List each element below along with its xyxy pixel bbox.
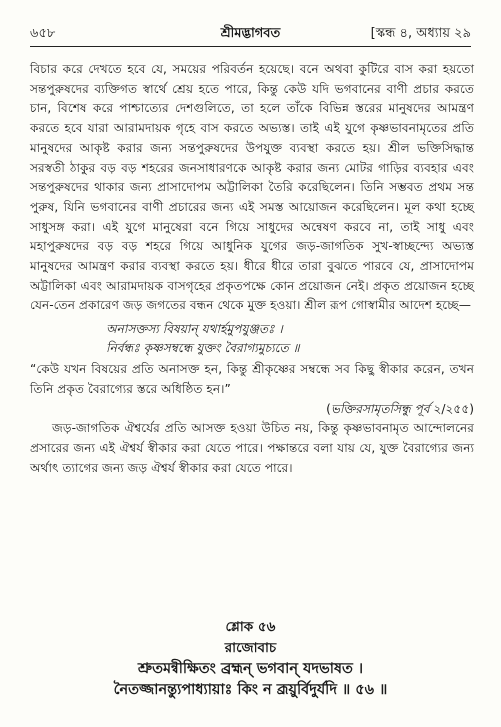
shloka-line: শ্রুতমন্বীক্ষিতং ব্রহ্মন্ ভগবান্ যদভাষত । — [137, 661, 364, 677]
verse-line: অনাসক্তস্য বিষয়ান্ যথার্হমুপযুঞ্জতঃ । — [106, 322, 283, 337]
citation-ref: ২/২৫৫) — [429, 401, 474, 416]
page-number: ৬৫৮ — [30, 26, 56, 41]
verse-line: নির্বন্ধঃ কৃষ্ণসম্বন্ধে যুক্তং বৈরাগ্যমুচ্যতে ॥ — [106, 341, 300, 356]
verse-translation: “কেউ যখন বিষয়ের প্রতি অনাসক্ত হন, কিন্তু শ্রীকৃষ্ণের সম্বন্ধে সব কিছু স্বীকার করেন, তখন তিনি প্রকৃত বৈরাগ্যের স্তরে অধিষ্ঠিত হন।” — [30, 362, 474, 396]
shloka-line: নৈতজ্জানন্ত্যুপাধ্যায়াঃ কিং ন ব্রূয়ুর্বিদুর্যদি ॥ ৫৬ ॥ — [113, 682, 388, 698]
chapter-reference: [স্কন্ধ ৪, অধ্যায় ২৯ — [370, 26, 471, 41]
page-header — [30, 24, 471, 44]
purport-paragraph: বিচার করে দেখতে হবে যে, সময়ের পরিবর্তন হয়েছে। বনে অথবা কুটিরে বাস করা হয়তো সন্তপুরুষদের ব্যক্তিগত স্বার্থে শ্রেয় হতে পারে, কিন্তু কেউ যদি ভগবানের বাণী প্রচার করতে চান, বিশেষ করে পাশ্চাত্যের দেশগুলিতে, তা হলে তাঁকে বিভিন্ন স্তরের মানুষদের আমন্ত্রণ করতে হবে যারা আরামদায়ক গৃহে বাস করতে অভ্যস্ত। তাই এই যুগে কৃষ্ণভাবনামৃতের প্রতি মানুষদের আকৃষ্ট করার জন্য সন্তপুরুষদের উপযুক্ত ব্যবস্থা করতে হয়। শ্রীল ভক্তিসিদ্ধান্ত সরস্বতী ঠাকুর বড় বড় শহরের জনসাধারণকে আকৃষ্ট করার জন্য মোটর গাড়ির ব্যবহার এবং সন্তপুরুষদের থাকার জন্য প্রাসাদোপম অট্টালিকা তৈরি করেছিলেন। তিনি সম্ভবত প্রথম সন্ত পুরুষ, যিনি ভগবানের বাণী প্রচারের জন্য এই সমস্ত আয়োজন করেছিলেন। মূল কথা হচ্ছে সাধুসঙ্গ করা। এই যুগে মানুষেরা বনে গিয়ে সাধুদের অন্বেষণ করবে না, তাই সাধু এবং মহাপুরুষদের বড় বড় শহরে গিয়ে আধুনিক যুগের জড়-জাগতিক সুখ-স্বাচ্ছন্দ্যে অভ্যস্ত মানুষদের আমন্ত্রণ করার ব্যবস্থা করতে হয়। ধীরে ধীরে তারা বুঝতে পারবে যে, প্রাসাদোপম অট্টালিকা এবং আরামদায়ক বাসগৃহের প্রকৃতপক্ষে কোন প্রয়োজন নেই। প্রকৃত প্রয়োজন হচ্ছে যেন-তেন প্রকারেণ জড় জগতের বন্ধন থেকে মুক্ত হওয়া। শ্রীল রূপ গোস্বামীর আদেশ হচ্ছে— — [30, 62, 474, 313]
verse-citation — [30, 400, 474, 420]
shloka-block — [0, 617, 501, 701]
header-divider — [30, 46, 471, 47]
shloka-speaker: রাজোবাচ — [224, 640, 277, 656]
purport-paragraph: জড়-জাগতিক ঐশ্বর্যের প্রতি আসক্ত হওয়া উচিত নয়, কিন্তু কৃষ্ণভাবনামৃত আন্দোলনের প্রসারের জন্য এই ঐশ্বর্য স্বীকার করা যেতে পারে। পক্ষান্তরে বলা যায় যে, যুক্ত বৈরাগ্যের জন্য অর্থাৎ ত্যাগের জন্য জড় ঐশ্বর্য স্বীকার করা যেতে পারে। — [30, 421, 474, 475]
shloka-heading: শ্লোক ৫৬ — [225, 619, 276, 635]
citation-book: ভক্তিরসামৃতসিন্ধু পূর্ব — [330, 401, 430, 416]
purport-body — [30, 60, 474, 478]
book-title: শ্রীমদ্ভাগবত — [220, 26, 281, 41]
citation-open: ( — [326, 401, 331, 416]
quoted-verse — [30, 320, 474, 358]
